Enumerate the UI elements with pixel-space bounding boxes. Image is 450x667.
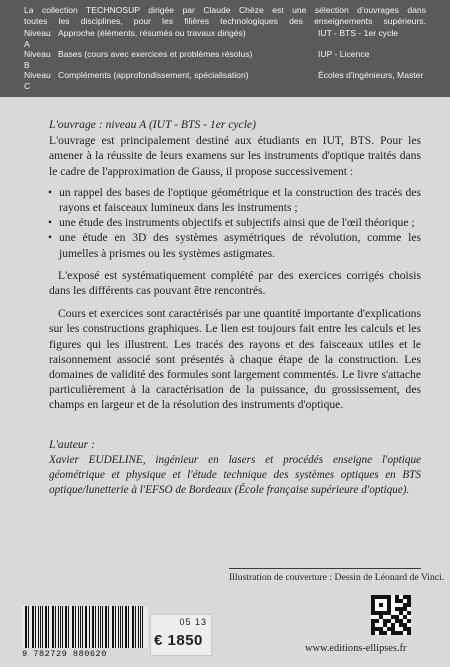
back-cover-text bbox=[49, 117, 421, 498]
ouvrage-paragraph-2: L'exposé est systématiquement complété par des exercices corrigés choisis dans les différents cas pouvant être rencontrés. bbox=[49, 268, 421, 298]
ouvrage-title: L'ouvrage : niveau A (IUT - BTS - 1er cycle) bbox=[49, 118, 256, 131]
barcode-icon bbox=[22, 606, 148, 648]
sticker-price: € 1850 bbox=[154, 632, 203, 649]
level-name: Niveau C bbox=[24, 70, 51, 91]
sticker-code: 05 13 bbox=[179, 617, 207, 627]
qr-module bbox=[407, 631, 411, 635]
bullet-icon: • bbox=[48, 216, 53, 230]
collection-intro-line1: La collection TECHNOSUP dirigée par Claude Chèze est une sélection d'ouvrages dans bbox=[24, 5, 426, 15]
auteur-title: L'auteur : bbox=[49, 437, 95, 451]
price-sticker bbox=[150, 614, 212, 656]
ouvrage-paragraph-1: L'ouvrage est principalement destiné aux étudiants en IUT, BTS. Pour les amener à la réussite de leurs examens sur les instruments d'optique traités dans le cadre de l'approximation de Gauss, il propose successivement : bbox=[49, 134, 421, 178]
divider bbox=[229, 568, 421, 569]
level-name: Niveau A bbox=[24, 28, 51, 49]
level-description: Approche (éléments, résumés ou travaux dirigés) bbox=[58, 28, 246, 38]
publisher-website-link[interactable]: www.editions-ellipses.fr bbox=[305, 643, 407, 654]
cover-illustration-credit: Illustration de couverture : Dessin de Léonard de Vinci. bbox=[229, 572, 445, 583]
level-name: Niveau B bbox=[24, 49, 51, 70]
qr-code-icon[interactable] bbox=[371, 595, 411, 635]
level-row-a bbox=[24, 28, 426, 49]
bullet-icon: • bbox=[48, 231, 53, 245]
level-target: IUT - BTS - 1er cycle bbox=[318, 28, 399, 38]
ouvrage-bullet-list bbox=[49, 185, 421, 261]
auteur-text: Xavier EUDELINE, ingénieur en lasers et procédés enseigne l'optique géométrique et physique et l'étude technique des systèmes optiques en BTS optique/lunetterie à l'EFSO de Bordeaux (École française supérieure d'optique). bbox=[49, 453, 421, 496]
level-description: Bases (cours avec exercices et problèmes résolus) bbox=[58, 49, 253, 59]
levels-list bbox=[24, 28, 426, 91]
bullet-icon: • bbox=[48, 185, 53, 199]
level-row-b bbox=[24, 49, 426, 70]
ouvrage-paragraph-3: Cours et exercices sont caractérisés par une quantité importante d'explications sur les constructions graphiques. Le lien est toujours fait entre les calculs et les figures qui les illustrent. Les tracés des rayons et des faisceaux utiles et le raisonnement associé sont présentés à chaque étape de la construction. Les domaines de validité des formules sont largement commentés. Le livre s'attache particulièrement à la caractérisation de la puissance, du grossissement, des champs en largeur et de la résolution des instruments d'optique. bbox=[49, 307, 421, 412]
isbn-barcode bbox=[22, 606, 148, 660]
list-item bbox=[49, 185, 421, 215]
level-target: Écoles d'ingénieurs, Master bbox=[318, 70, 424, 80]
bullet-text: une étude en 3D des systèmes asymétriques de révolution, comme les jumelles à prismes ou les systèmes astigmates. bbox=[59, 231, 421, 260]
list-item bbox=[49, 230, 421, 260]
collection-intro-line2: toutes les disciplines, pour les filières technologiques des enseignements supérieurs. bbox=[24, 16, 426, 26]
bullet-text: un rappel des bases de l'optique géométrique et la construction des tracés des rayons et faisceaux lumineux dans les instruments ; bbox=[59, 185, 421, 215]
level-target: IUP - Licence bbox=[318, 49, 370, 59]
bullet-text: une étude des instruments objectifs et subjectifs ainsi que de l'œil théorique ; bbox=[59, 216, 415, 230]
isbn-digits: 9 782729 880620 bbox=[22, 649, 107, 659]
list-item bbox=[49, 215, 421, 230]
level-row-c bbox=[24, 70, 426, 91]
level-description: Compléments (approfondissement, spécialisation) bbox=[58, 70, 249, 80]
collection-header bbox=[0, 0, 450, 97]
